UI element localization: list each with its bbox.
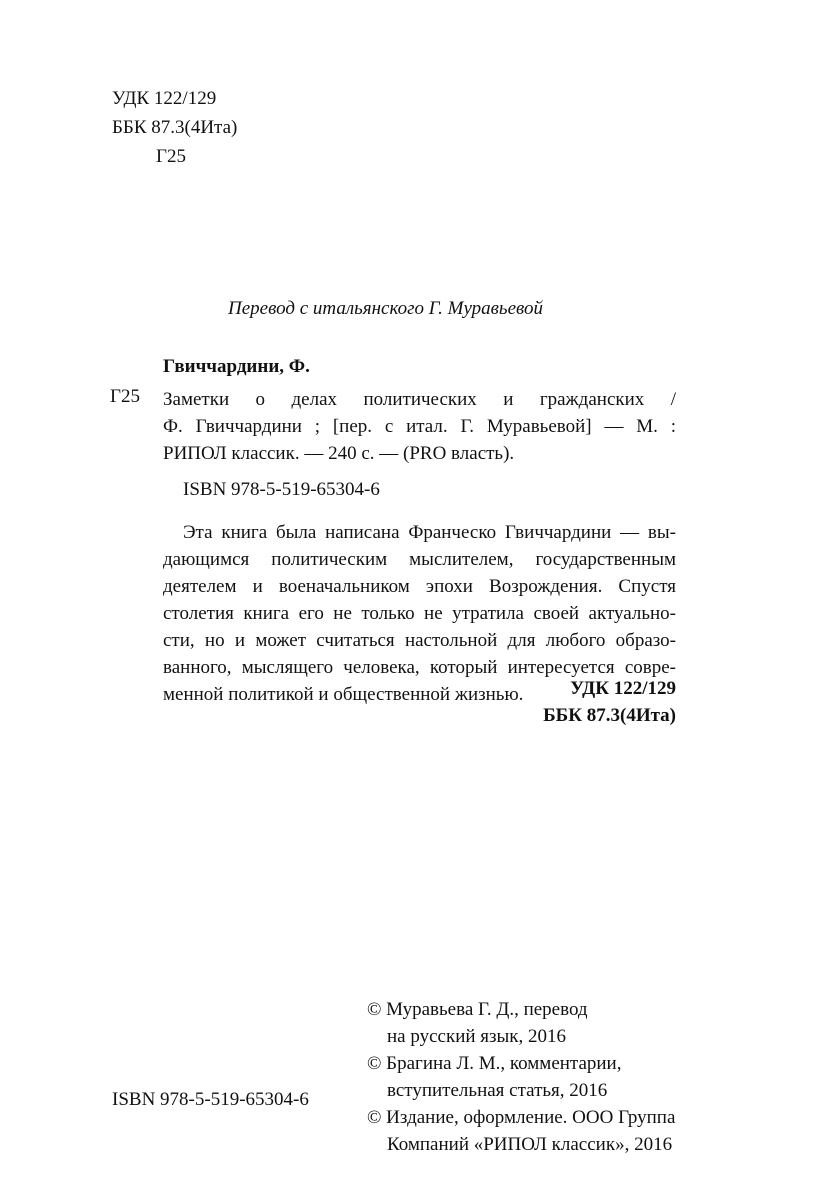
description-line: Заметки о делах политических и гражданских /: [163, 389, 676, 410]
copyright-line: Компаний «РИПОЛ классик», 2016: [387, 1134, 673, 1155]
copyright-line: © Издание, оформление. ООО Группа: [367, 1107, 676, 1128]
translation-note: Перевод с итальянского Г. Муравьевой: [228, 298, 543, 319]
copyright-line: на русский язык, 2016: [387, 1026, 567, 1047]
annotation-line: менной политикой и общественной жизнью.: [163, 684, 524, 705]
author-mark: Г25: [156, 146, 186, 167]
bbk-code: ББК 87.3(4Ита): [112, 117, 238, 138]
description-line: РИПОЛ классик. — 240 с. — (PRO власть).: [163, 443, 515, 464]
bbk-code-bottom: ББК 87.3(4Ита): [543, 705, 676, 726]
copyright-line: вступительная статья, 2016: [387, 1080, 608, 1101]
author-heading: Гвиччардини, Ф.: [163, 356, 310, 377]
annotation-line: Эта книга была написана Франческо Гвиччардини — вы-: [183, 522, 676, 543]
classification-codes-top: [112, 84, 237, 171]
copyright-block: [367, 996, 675, 1158]
annotation-line: столетия книга его не только не утратила своей актуально-: [163, 603, 676, 624]
classification-codes-bottom: [543, 675, 676, 729]
annotation-line: ванного, мыслящего человека, который интересуется совре-: [163, 657, 676, 678]
description-line: Ф. Гвиччардини ; [пер. с итал. Г. Муравьевой] — М. :: [163, 416, 676, 437]
bibliographic-description: [163, 386, 676, 467]
author-mark-side: Г25: [110, 386, 140, 407]
annotation-line: дающимся политическим мыслителем, государственным: [163, 549, 676, 570]
copyright-line: © Муравьева Г. Д., перевод: [367, 999, 588, 1020]
isbn-main: ISBN 978-5-519-65304-6: [183, 479, 380, 500]
isbn-bottom: ISBN 978-5-519-65304-6: [112, 1089, 309, 1110]
udk-code: УДК 122/129: [112, 88, 217, 109]
udk-code-bottom: УДК 122/129: [570, 678, 676, 699]
annotation-line: деятелем и военачальником эпохи Возрождения. Спустя: [163, 576, 676, 597]
copyright-line: © Брагина Л. М., комментарии,: [367, 1053, 622, 1074]
annotation-line: сти, но и может считаться настольной для любого образо-: [163, 630, 676, 651]
